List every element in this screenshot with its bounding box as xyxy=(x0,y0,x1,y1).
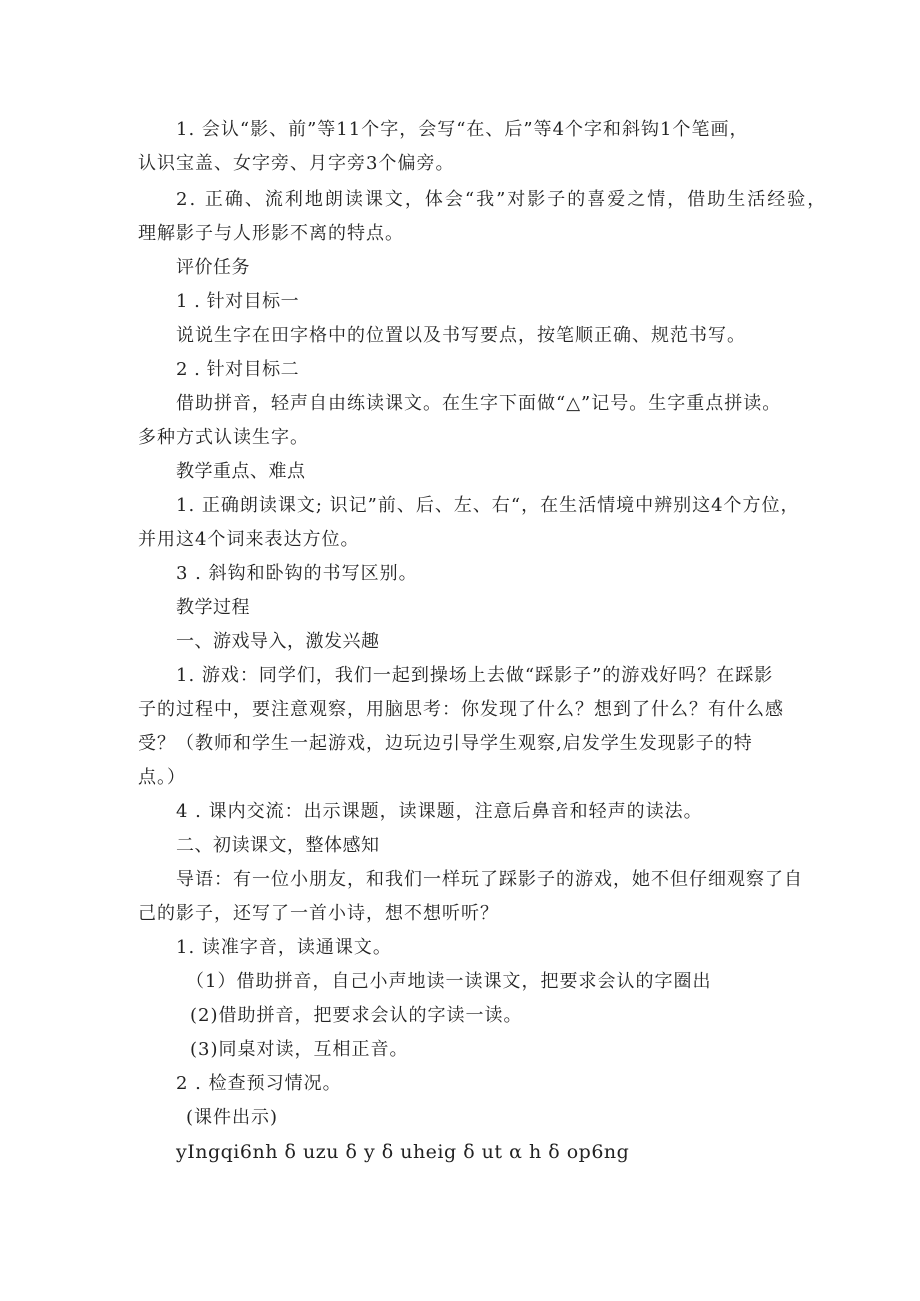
section-heading-key-points: 教学重点、难点 xyxy=(176,461,306,482)
section-heading-evaluation: 评价任务 xyxy=(176,257,250,278)
intro-paragraph-line-2: 己的影子，还写了一首小诗，想不想听听？ xyxy=(138,903,499,924)
reading-subitem-3: (3)同桌对读，互相正音。 xyxy=(190,1039,409,1060)
evaluation-item-1-text: 说说生字在田字格中的位置以及书写要点，按笔顺正确、规范书写。 xyxy=(176,325,746,346)
game-paragraph-line-2: 子的过程中，要注意观察，用脑思考：你发现了什么？想到了什么？有什么感 xyxy=(138,699,784,720)
part-2-heading: 二、初读课文，整体感知 xyxy=(176,835,380,856)
objective-2-line-2: 理解影子与人形影不离的特点。 xyxy=(138,223,404,244)
game-paragraph-line-1: 1. 游戏：同学们，我们一起到操场上去做“踩影子”的游戏好吗？在踩影 xyxy=(176,665,774,686)
part-1-heading: 一、游戏导入，激发兴趣 xyxy=(176,631,380,652)
game-paragraph-line-3: 受？（教师和学生一起游戏，边玩边引导学生观察,启发学生发现影子的特 xyxy=(138,733,753,754)
reading-subitem-2: (2)借助拼音，把要求会认的字读一读。 xyxy=(190,1005,523,1026)
intro-paragraph-line-1: 导语：有一位小朋友，和我们一样玩了踩影子的游戏，她不但仔细观察了自 xyxy=(176,869,803,890)
reading-subitem-1: （1）借助拼音，自己小声地读一读课文，把要求会认的字圈出 xyxy=(186,971,712,992)
objective-2-line-1: 2. 正确、流利地朗读课文，体会“我”对影子的喜爱之情，借助生活经验， xyxy=(176,189,828,210)
key-point-1-line-1: 1. 正确朗读课文; 识记”前、后、左、右“，在生活情境中辨别这4个方位， xyxy=(176,495,800,516)
evaluation-item-1-heading: 1 . 针对目标一 xyxy=(176,291,300,312)
evaluation-item-2-heading: 2 . 针对目标二 xyxy=(176,359,300,380)
pinyin-line: yIngqi6nh δ uzu δ y δ uheig δ ut α h δ op6ng xyxy=(176,1141,630,1163)
key-point-1-line-2: 并用这4个词来表达方位。 xyxy=(138,529,360,550)
objective-1-line-1: 1. 会认“影、前”等11个字，会写“在、后”等4个字和斜钩1个笔画， xyxy=(176,119,749,140)
class-exchange-item: 4 . 课内交流：出示课题，读课题，注意后鼻音和轻声的读法。 xyxy=(176,801,703,822)
evaluation-item-2-text-line-1: 借助拼音，轻声自由练读课文。在生字下面做“△”记号。生字重点拼读。 xyxy=(176,393,782,414)
courseware-note: (课件出示) xyxy=(186,1107,279,1128)
key-point-3: 3 . 斜钩和卧钩的书写区别。 xyxy=(176,563,418,584)
preview-check-item: 2 . 检查预习情况。 xyxy=(176,1073,342,1094)
objective-1-line-2: 认识宝盖、女字旁、月字旁3个偏旁。 xyxy=(138,153,455,174)
reading-item-1: 1. 读准字音，读通课文。 xyxy=(176,937,392,958)
section-heading-process: 教学过程 xyxy=(176,597,250,618)
evaluation-item-2-text-line-2: 多种方式认读生字。 xyxy=(138,427,309,448)
game-paragraph-line-4: 点。） xyxy=(138,767,186,788)
